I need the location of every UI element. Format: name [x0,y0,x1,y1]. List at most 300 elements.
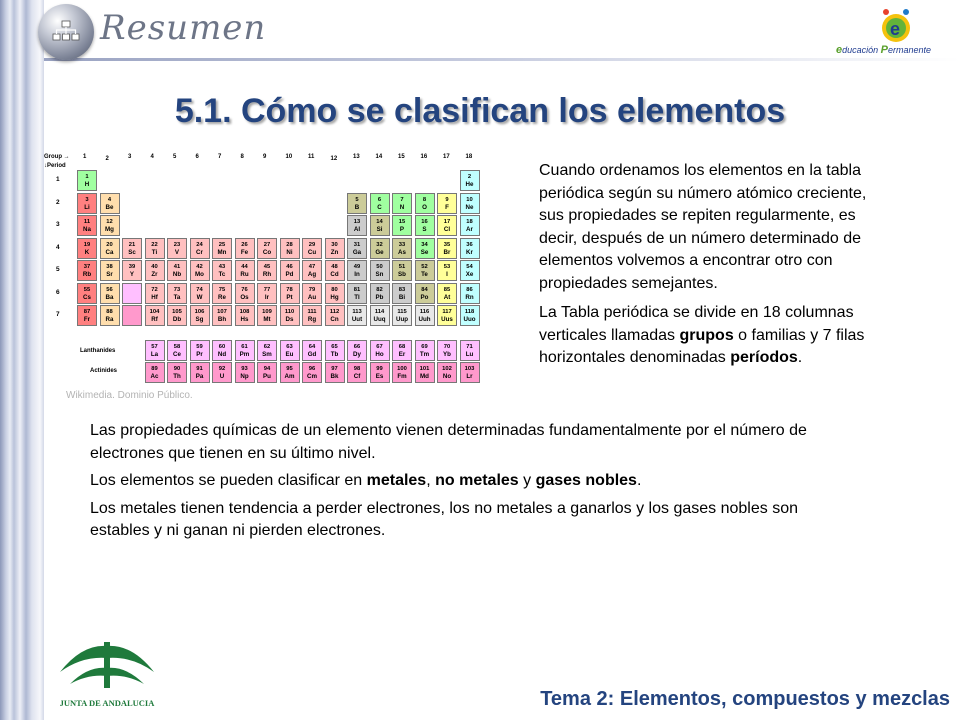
atomic-number: 39 [128,264,136,270]
atomic-number: 68 [398,344,406,350]
element-symbol: Kr [466,248,473,256]
element-cell [437,305,457,326]
group-number: 14 [375,154,383,160]
group-number: 8 [240,154,244,160]
element-symbol: Pr [196,351,203,358]
atomic-number: 89 [151,366,158,372]
atomic-number: 75 [218,286,226,293]
element-cell [370,260,390,281]
atomic-number: 33 [398,241,406,248]
element-cell [302,362,322,383]
element-cell [212,283,232,304]
atomic-number: 110 [284,309,295,315]
atomic-number: 62 [263,344,271,350]
element-cell [167,305,187,326]
element-cell [77,238,97,259]
atomic-number: 74 [196,286,203,293]
element-symbol: Sn [375,271,384,278]
element-cell [280,283,300,304]
element-cell [145,283,165,304]
element-cell [392,362,412,383]
atomic-number: 12 [106,219,113,225]
atomic-number: 60 [218,344,226,350]
element-symbol: Ni [286,248,293,256]
element-symbol: Os [240,293,249,301]
element-cell [370,215,390,236]
atomic-number: 56 [106,286,113,293]
atomic-number: 97 [331,366,338,372]
atomic-number: 81 [353,286,361,293]
element-cell [190,260,210,281]
group-number: 12 [330,156,338,162]
element-cell [437,238,457,259]
element-symbol: Pd [285,271,294,278]
element-cell [437,260,457,281]
atomic-number: 100 [397,366,407,372]
group-number: 5 [173,154,177,160]
element-symbol: As [398,248,406,256]
element-cell [415,362,435,383]
atomic-number: 101 [419,366,430,372]
group-number: 3 [128,154,132,160]
element-symbol: V [174,248,180,256]
element-symbol: Dy [353,351,361,358]
element-cell [280,260,300,281]
element-symbol: Xe [465,271,474,278]
atomic-number: 21 [128,241,136,248]
element-symbol: N [399,203,405,211]
actinides-label: Actinides [90,368,118,374]
atomic-number: 71 [466,344,473,350]
atomic-number: 4 [107,196,112,203]
element-cell [437,362,457,383]
element-cell [325,340,345,361]
atomic-number: 111 [307,309,317,315]
element-cell [325,305,345,326]
element-symbol: Hs [240,316,249,323]
atomic-number: 99 [376,366,383,372]
atomic-number: 51 [398,264,406,270]
element-symbol: Ta [173,293,181,301]
element-cell [122,305,142,326]
atomic-number: 47 [308,264,316,270]
element-cell [392,193,412,214]
element-cell [347,260,367,281]
atomic-number: 104 [149,309,160,315]
element-cell [257,340,277,361]
atomic-number: 85 [443,286,451,293]
atomic-number: 59 [196,344,203,350]
atomic-number: 2 [467,174,472,180]
atomic-number: 9 [445,196,449,203]
element-cell [257,362,277,383]
atomic-number: 44 [241,264,248,270]
element-cell [302,340,322,361]
element-symbol: Sb [398,271,406,278]
paragraph-ordering: Cuando ordenamos los elementos en la tabla periódica según su número atómico creciente, sus propiedades se repiten regularmente, es decir, después de un número determinado de elementos volvemos a encontrar otro con propiedades semejantes. [539,162,867,292]
periodic-table [40,152,490,382]
element-symbol: Ir [264,293,270,301]
element-symbol: Uut [351,316,363,323]
group-number: 7 [218,154,222,160]
right-text-block [539,160,884,377]
atomic-number: 55 [83,286,91,293]
element-symbol: Gd [307,351,317,358]
atomic-number: 84 [421,286,428,293]
atomic-number: 86 [466,286,473,293]
atomic-number: 3 [85,196,89,203]
element-cell [122,260,142,281]
element-symbol: Fr [83,316,91,323]
element-cell [235,362,255,383]
element-symbol: In [354,271,360,278]
atomic-number: 25 [218,241,226,248]
element-cell [370,305,390,326]
element-cell [257,238,277,259]
atomic-number: 91 [196,366,203,372]
element-symbol: Uuh [418,316,431,323]
element-cell [460,193,480,214]
element-symbol: Nd [217,351,227,358]
atomic-number: 16 [421,219,428,225]
element-cell [167,238,187,259]
element-symbol: F [445,203,449,211]
atomic-number: 14 [376,219,383,225]
atomic-number: 108 [239,309,250,315]
element-cell [302,238,322,259]
element-cell [280,362,300,383]
element-cell [100,260,120,281]
element-cell [145,362,165,383]
element-symbol: Hg [330,293,339,301]
atomic-number: 30 [331,241,338,248]
element-symbol: Ba [105,293,114,301]
lanthanides-label: Lanthanides [80,348,116,354]
element-cell [437,215,457,236]
atomic-number: 42 [196,264,203,270]
atomic-number: 90 [173,366,181,372]
group-number: 4 [150,154,154,160]
element-cell [77,283,97,304]
element-symbol: Ar [466,226,473,233]
atomic-number: 1 [85,174,89,180]
element-cell [235,283,255,304]
atomic-number: 95 [286,366,293,372]
element-symbol: Uus [441,316,453,323]
atomic-number: 96 [308,366,316,372]
element-symbol: Md [420,373,429,380]
atomic-number: 36 [466,241,473,248]
element-cell [167,340,187,361]
element-symbol: At [443,293,451,301]
group-number: 9 [263,154,267,160]
element-cell [460,340,480,361]
element-symbol: Te [421,271,428,278]
atomic-number: 43 [218,264,226,270]
paragraph-classification: Los elementos se pueden clasificar en metales, no metales y gases nobles. [90,472,642,489]
element-cell [190,362,210,383]
group-number: 1 [83,154,87,160]
element-cell [212,362,232,383]
atomic-number: 98 [353,366,361,372]
group-number: 13 [353,154,360,160]
group-number: 15 [398,154,405,160]
paragraph-chemical-properties: Las propiedades químicas de un elemento vienen determinadas fundamentalmente por el número de electrones que tienen en su último nivel. [90,422,807,462]
element-cell [280,340,300,361]
element-symbol: Ho [375,351,384,358]
atomic-number: 102 [442,366,452,372]
atomic-number: 29 [308,241,316,248]
atomic-number: 117 [442,309,452,315]
atomic-number: 6 [377,196,382,203]
atomic-number: 31 [353,241,361,248]
atomic-number: 73 [173,286,181,293]
group-number: 16 [420,154,428,160]
element-symbol: Fm [397,373,407,380]
element-symbol: Th [173,373,181,380]
element-symbol: Cm [307,373,317,380]
element-cell [257,283,277,304]
paragraph-electrons: Los metales tienen tendencia a perder electrones, los no metales a ganarlos y los gases nobles son estables y ni ganan ni pierden electrones. [90,499,798,539]
group-number: 6 [195,154,199,160]
element-symbol: W [196,293,203,301]
element-symbol: Lu [465,351,474,358]
atomic-number: 37 [83,264,91,270]
element-cell [392,260,412,281]
atomic-number: 20 [106,241,113,248]
element-cell [415,238,435,259]
element-symbol: Uup [395,316,409,323]
element-cell [460,362,480,383]
element-cell [145,260,165,281]
atomic-number: 78 [286,286,293,293]
atomic-number: 106 [194,309,205,315]
atomic-number: 113 [352,309,362,315]
element-symbol: Pm [239,351,250,358]
element-symbol: Fe [240,248,249,256]
element-symbol: Cu [307,248,317,256]
element-cell [415,193,435,214]
element-cell [145,305,165,326]
atomic-number: 8 [422,196,427,203]
element-cell [122,283,142,304]
element-symbol: Y [129,271,135,278]
element-symbol: Se [420,248,429,256]
element-cell [77,305,97,326]
atomic-number: 5 [355,196,359,203]
element-cell [235,340,255,361]
element-cell [370,340,390,361]
atomic-number: 87 [83,309,91,315]
element-cell [392,215,412,236]
atomic-number: 66 [353,344,361,350]
element-symbol: B [354,203,360,211]
element-symbol: Mt [263,316,271,323]
header-divider [44,58,960,61]
svg-text:JUNTA DE ANDALUCIA: JUNTA DE ANDALUCIA [59,698,155,708]
element-symbol: Cr [196,248,203,256]
element-symbol: Bi [398,293,406,301]
atomic-number: 52 [421,264,428,270]
element-cell [145,238,165,259]
element-symbol: Es [375,373,384,380]
element-symbol: Be [105,203,114,211]
atomic-number: 64 [308,344,316,350]
atomic-number: 72 [151,286,158,293]
element-symbol: Cd [330,271,339,278]
element-symbol: Cs [83,293,91,301]
element-symbol: Ds [285,316,294,323]
atomic-number: 65 [331,344,338,350]
element-cell [77,260,97,281]
element-cell [460,238,480,259]
element-cell [167,362,187,383]
element-symbol: Pu [263,373,271,380]
element-symbol: Br [443,248,451,256]
element-cell [460,305,480,326]
element-symbol: Tb [330,351,339,358]
element-symbol: Cn [330,316,339,323]
element-cell [392,305,412,326]
element-cell [415,283,435,304]
atomic-number: 53 [443,264,451,270]
element-symbol: Ne [465,203,474,211]
element-cell [212,260,232,281]
element-symbol: O [422,203,427,211]
atomic-number: 63 [286,344,293,350]
atomic-number: 116 [419,309,430,315]
element-cell [392,283,412,304]
element-cell [145,340,165,361]
atomic-number: 93 [241,366,248,372]
element-symbol: Sr [106,271,113,278]
element-cell [415,340,435,361]
element-cell [347,305,367,326]
element-symbol: Np [240,373,249,380]
paragraph-groups-periods: La Tabla periódica se divide en 18 columnas verticales llamadas grupos o familias y 7 filas horizontales denominadas períodos. [539,304,865,366]
element-cell [100,193,120,214]
atomic-number: 40 [151,264,158,270]
element-cell [370,193,390,214]
element-cell [437,283,457,304]
element-symbol: He [465,181,474,188]
element-cell [212,238,232,259]
atomic-number: 76 [241,286,248,293]
element-symbol: Li [84,203,90,211]
element-symbol: Cl [443,226,451,233]
element-cell [122,238,142,259]
element-cell [437,193,457,214]
element-symbol: Tm [419,351,430,358]
element-symbol: La [150,351,159,358]
atomic-number: 15 [398,219,406,225]
atomic-number: 103 [464,366,475,372]
element-symbol: U [219,373,225,380]
group-number: 18 [465,154,473,160]
element-cell [280,238,300,259]
atomic-number: 82 [376,286,383,293]
element-symbol: Sc [128,248,136,256]
atomic-number: 67 [376,344,383,350]
element-symbol: Mn [217,248,227,256]
element-cell [257,305,277,326]
atomic-number: 83 [398,286,406,293]
element-symbol: Uuq [373,316,386,323]
atomic-number: 22 [151,241,158,248]
element-symbol: Lr [466,373,473,380]
element-symbol: Tl [354,293,360,301]
element-cell [100,215,120,236]
period-number: 3 [56,221,60,228]
group-number: 11 [308,154,315,160]
element-symbol: Po [420,293,429,301]
element-cell [100,305,120,326]
element-symbol: Mo [195,271,204,278]
atomic-number: 32 [376,241,383,248]
junta-de-andalucia-logo-icon [52,632,162,712]
atomic-number: 48 [331,264,338,270]
atomic-number: 57 [151,344,158,350]
period-axis-label: ↓Period [44,163,66,169]
element-symbol: Mg [105,226,114,233]
atomic-number: 35 [443,241,451,248]
element-symbol: Al [353,226,361,233]
atomic-number: 45 [263,264,271,270]
element-cell [257,260,277,281]
atomic-number: 28 [286,241,293,248]
element-symbol: Pb [375,293,384,301]
element-cell [460,283,480,304]
atomic-number: 13 [353,219,361,225]
period-number: 1 [56,176,60,183]
element-symbol: K [84,248,90,256]
element-symbol: Au [307,293,317,301]
element-cell [190,340,210,361]
atomic-number: 69 [421,344,428,350]
element-symbol: Rh [262,271,272,278]
atomic-number: 24 [196,241,203,248]
element-cell [167,283,187,304]
globe-logo-icon [38,4,94,60]
element-cell [167,260,187,281]
atomic-number: 10 [466,196,473,203]
atomic-number: 34 [421,241,428,248]
element-cell [235,305,255,326]
element-cell [302,305,322,326]
element-cell [460,260,480,281]
element-symbol: P [399,226,405,233]
group-number: 2 [105,156,109,162]
atomic-number: 88 [106,309,113,315]
element-symbol: Er [398,351,406,358]
element-cell [325,238,345,259]
element-cell [460,215,480,236]
element-cell [347,193,367,214]
atomic-number: 41 [173,264,181,270]
element-cell [77,215,97,236]
element-symbol: I [446,271,448,278]
atomic-number: 23 [173,241,181,248]
period-number: 5 [56,266,60,273]
element-symbol: No [442,373,452,380]
element-symbol: Sm [262,351,272,358]
element-cell [415,215,435,236]
element-symbol: Sg [195,316,204,323]
atomic-number: 112 [329,309,340,315]
element-symbol: C [377,203,382,211]
element-cell [302,260,322,281]
element-symbol: Ra [105,316,114,323]
